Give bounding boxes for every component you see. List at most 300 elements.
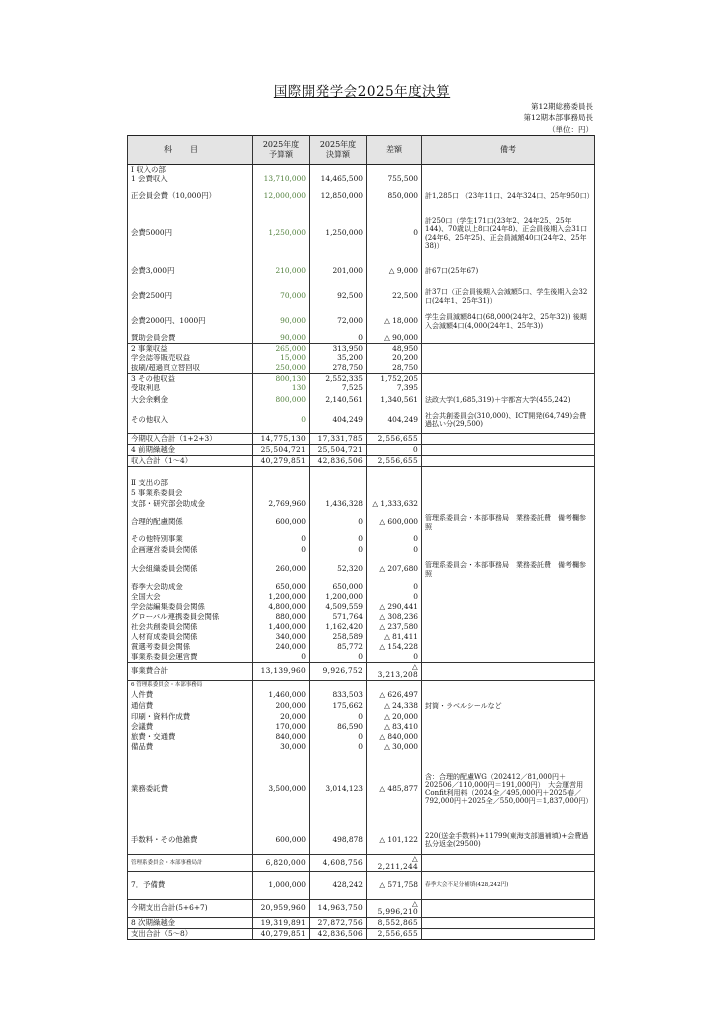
row-diff: △ 840,000 <box>367 732 422 742</box>
header-diff: 差額 <box>367 136 422 165</box>
table-row <box>128 284 595 310</box>
row-item-name: 2 事業収益 <box>128 344 253 354</box>
row-diff: 0 <box>367 445 422 456</box>
row-actual: 2,552,335 <box>310 374 367 384</box>
row-diff: △ 18,000 <box>367 310 422 334</box>
row-budget: 19,319,891 <box>253 917 310 928</box>
row-notes <box>422 712 595 722</box>
row-diff <box>367 165 422 175</box>
row-budget: 90,000 <box>253 310 310 334</box>
row-item-name: 管理系委員会・本部事務局計 <box>128 854 253 872</box>
row-actual: 42,836,506 <box>310 928 367 939</box>
table-row <box>128 394 595 408</box>
row-notes <box>422 456 595 467</box>
row-diff <box>367 489 422 499</box>
table-row <box>128 479 595 489</box>
row-actual: 9,926,752 <box>310 663 367 681</box>
row-diff: 0 <box>367 209 422 259</box>
row-notes <box>422 722 595 732</box>
row-item-name: 事業費合計 <box>128 663 253 681</box>
row-item-name: 業務委託費 <box>128 752 253 826</box>
row-actual: 12,850,000 <box>310 185 367 209</box>
table-row <box>128 663 595 681</box>
row-notes <box>422 742 595 752</box>
row-notes <box>422 479 595 489</box>
row-actual: 0 <box>310 732 367 742</box>
table-row <box>128 752 595 826</box>
header-budget-line1: 2025年度 <box>262 140 300 150</box>
row-item-name: 1 会費収入 <box>128 175 253 185</box>
row-diff: 850,000 <box>367 185 422 209</box>
table-row <box>128 826 595 854</box>
table-row <box>128 732 595 742</box>
row-item-name: 会議費 <box>128 722 253 732</box>
row-actual: 27,872,756 <box>310 917 367 928</box>
row-actual: 42,836,506 <box>310 456 367 467</box>
row-budget: 1,460,000 <box>253 690 310 700</box>
row-diff: 2,556,655 <box>367 928 422 939</box>
table-row <box>128 408 595 434</box>
row-item-name: 会費2500円 <box>128 284 253 310</box>
row-budget: 1,250,000 <box>253 209 310 259</box>
row-diff: △ 2,211,244 <box>367 854 422 872</box>
table-row <box>128 690 595 700</box>
table-row <box>128 456 595 467</box>
table-row <box>128 917 595 928</box>
row-notes <box>422 384 595 394</box>
row-diff: 404,249 <box>367 408 422 434</box>
row-notes <box>422 643 595 653</box>
row-notes: 法政大学(1,685,319)＋宇都宮大学(455,242) <box>422 394 595 408</box>
row-actual: 0 <box>310 334 367 344</box>
row-item-name: 5 事業系委員会 <box>128 489 253 499</box>
row-notes <box>422 732 595 742</box>
row-notes <box>422 623 595 633</box>
table-body <box>128 165 595 940</box>
table-row <box>128 185 595 209</box>
row-item-name: 8 次期繰越金 <box>128 917 253 928</box>
row-actual: 571,764 <box>310 613 367 623</box>
row-budget <box>253 165 310 175</box>
row-budget: 0 <box>253 535 310 545</box>
row-actual: 72,000 <box>310 310 367 334</box>
row-notes: 管理系委員会・本部事務局 業務委託費 備考欄参照 <box>422 557 595 583</box>
table-row <box>128 613 595 623</box>
row-notes <box>422 690 595 700</box>
row-actual <box>310 467 367 479</box>
row-actual: 4,608,756 <box>310 854 367 872</box>
row-item-name: 春季大会助成金 <box>128 583 253 593</box>
row-diff: 0 <box>367 593 422 603</box>
row-actual: 35,200 <box>310 354 367 364</box>
row-budget: 14,775,130 <box>253 434 310 445</box>
row-budget: 840,000 <box>253 732 310 742</box>
row-diff: 48,950 <box>367 344 422 354</box>
row-notes <box>422 653 595 663</box>
table-row <box>128 623 595 633</box>
row-notes: 計37口（正会員後期入会減額5口、学生後期入会32口(24年1、25年31)） <box>422 284 595 310</box>
row-item-name: 通信費 <box>128 700 253 712</box>
row-budget: 40,279,851 <box>253 456 310 467</box>
row-notes <box>422 535 595 545</box>
row-notes <box>422 364 595 374</box>
row-diff: △ 24,338 <box>367 700 422 712</box>
row-diff: 0 <box>367 583 422 593</box>
row-item-name: 学会誌等販売収益 <box>128 354 253 364</box>
row-budget <box>253 479 310 489</box>
table-row <box>128 643 595 653</box>
table-row <box>128 445 595 456</box>
row-actual <box>310 479 367 489</box>
row-diff: △ 485,877 <box>367 752 422 826</box>
row-item-name: 支出合計（5〜8） <box>128 928 253 939</box>
row-actual: 92,500 <box>310 284 367 310</box>
row-notes: 計67口(25年67) <box>422 259 595 284</box>
row-actual: 175,662 <box>310 700 367 712</box>
row-diff: △ 5,996,210 <box>367 900 422 918</box>
table-row <box>128 344 595 354</box>
row-actual: 86,590 <box>310 722 367 732</box>
document-title <box>0 80 724 100</box>
row-item-name: 支部・研究部会助成金 <box>128 499 253 511</box>
row-item-name: 学会誌編集委員会関係 <box>128 603 253 613</box>
row-notes <box>422 374 595 384</box>
row-diff: 22,500 <box>367 284 422 310</box>
row-diff: △ 81,411 <box>367 633 422 643</box>
row-item-name: 賛助会員会費 <box>128 334 253 344</box>
row-item-name: 企画運営委員会関係 <box>128 545 253 557</box>
row-item-name: 会費5000円 <box>128 209 253 259</box>
row-budget: 13,710,000 <box>253 175 310 185</box>
row-notes <box>422 854 595 872</box>
row-budget: 600,000 <box>253 511 310 535</box>
row-budget: 40,279,851 <box>253 928 310 939</box>
row-actual: 833,503 <box>310 690 367 700</box>
row-actual: 1,162,420 <box>310 623 367 633</box>
row-diff: 8,552,865 <box>367 917 422 928</box>
row-item-name: 抜刷/超過頁立替回収 <box>128 364 253 374</box>
row-actual: 650,000 <box>310 583 367 593</box>
row-item-name: 会費3,000円 <box>128 259 253 284</box>
row-notes: 管理系委員会・本部事務局 業務委託費 備考欄参照 <box>422 511 595 535</box>
budget-table <box>127 135 595 940</box>
row-budget: 1,000,000 <box>253 872 310 900</box>
row-diff: 755,500 <box>367 175 422 185</box>
row-actual: 14,963,750 <box>310 900 367 918</box>
row-notes: 封筒・ラベルシールなど <box>422 700 595 712</box>
row-diff: △ 101,122 <box>367 826 422 854</box>
table-row <box>128 354 595 364</box>
row-item-name: 3 その他収益 <box>128 374 253 384</box>
table-row <box>128 259 595 284</box>
row-budget: 600,000 <box>253 826 310 854</box>
row-budget: 12,000,000 <box>253 185 310 209</box>
row-diff: 0 <box>367 535 422 545</box>
table-row <box>128 489 595 499</box>
row-budget: 90,000 <box>253 334 310 344</box>
row-notes <box>422 489 595 499</box>
signatory-secretariat: 第12期本部事務局長 <box>523 113 593 122</box>
row-notes <box>422 583 595 593</box>
row-diff: △ 30,000 <box>367 742 422 752</box>
header-actual-line2: 決算額 <box>326 150 350 159</box>
row-item-name: Ⅰ 収入の部 <box>128 165 253 175</box>
row-notes <box>422 680 595 690</box>
row-notes <box>422 344 595 354</box>
row-budget: 265,000 <box>253 344 310 354</box>
row-actual: 0 <box>310 511 367 535</box>
row-notes <box>422 917 595 928</box>
row-diff: △ 9,000 <box>367 259 422 284</box>
row-diff: 2,556,655 <box>367 434 422 445</box>
row-diff: 1,752,205 <box>367 374 422 384</box>
row-budget: 13,139,960 <box>253 663 310 681</box>
table-row <box>128 334 595 344</box>
row-budget: 4,800,000 <box>253 603 310 613</box>
row-actual: 0 <box>310 742 367 752</box>
row-actual: 1,250,000 <box>310 209 367 259</box>
row-item-name: 今期支出合計(5+6+7) <box>128 900 253 918</box>
row-budget: 800,130 <box>253 374 310 384</box>
row-notes <box>422 175 595 185</box>
row-diff: 0 <box>367 545 422 557</box>
row-budget: 30,000 <box>253 742 310 752</box>
row-diff <box>367 479 422 489</box>
row-actual: 1,436,328 <box>310 499 367 511</box>
row-item-name: 大会組織委員会関係 <box>128 557 253 583</box>
row-item-name: 今期収入合計（1+2+3） <box>128 434 253 445</box>
row-actual: 0 <box>310 712 367 722</box>
row-diff: 0 <box>367 653 422 663</box>
row-diff: △ 154,228 <box>367 643 422 653</box>
table-row <box>128 712 595 722</box>
row-budget: 260,000 <box>253 557 310 583</box>
row-budget: 240,000 <box>253 643 310 653</box>
row-budget: 20,959,960 <box>253 900 310 918</box>
table-row <box>128 928 595 939</box>
table-row <box>128 700 595 712</box>
row-actual: 17,331,785 <box>310 434 367 445</box>
row-item-name: 全国大会 <box>128 593 253 603</box>
row-actual: 2,140,561 <box>310 394 367 408</box>
row-item-name: 旅費・交通費 <box>128 732 253 742</box>
row-notes: 220(送金手数料)+11799(東海支部過補填)+会費過払分返金(29500) <box>422 826 595 854</box>
row-actual: 404,249 <box>310 408 367 434</box>
row-actual: 3,014,123 <box>310 752 367 826</box>
table-row <box>128 434 595 445</box>
row-budget: 170,000 <box>253 722 310 732</box>
table-row <box>128 742 595 752</box>
table-row <box>128 175 595 185</box>
table-row <box>128 900 595 918</box>
row-item-name: 印刷・資料作成費 <box>128 712 253 722</box>
row-notes: 計250口（学生171口(23年2、24年25、25年144)、70歳以上8口(24年8)、正会員後期入会31口(24年6、25年25)、正会員減額40口(24年2、25年38)） <box>422 209 595 259</box>
table-row <box>128 680 595 690</box>
row-actual <box>310 165 367 175</box>
table-row <box>128 374 595 384</box>
row-diff: △ 571,758 <box>367 872 422 900</box>
row-actual <box>310 680 367 690</box>
row-budget: 1,400,000 <box>253 623 310 633</box>
row-notes: 含：合理的配慮WG（202412／81,000円＋202506／110,000円＝191,000円） 大会運営用Confit利用料（2024全／495,000円＋2025春／792,000円＋2025全／550,000円＝1,837,000円） <box>422 752 595 826</box>
row-actual: 25,504,721 <box>310 445 367 456</box>
row-notes: 学生会員減額84口(68,000(24年2、25年32)) 後期入会減額4口(4,000(24年1、25年3)) <box>422 310 595 334</box>
row-item-name: 4 前期繰越金 <box>128 445 253 456</box>
row-actual: 4,509,559 <box>310 603 367 613</box>
row-actual: 1,200,000 <box>310 593 367 603</box>
row-actual: 7,525 <box>310 384 367 394</box>
table-row <box>128 593 595 603</box>
row-actual: 258,589 <box>310 633 367 643</box>
table-row <box>128 872 595 900</box>
row-notes <box>422 663 595 681</box>
row-diff: 1,340,561 <box>367 394 422 408</box>
row-notes <box>422 613 595 623</box>
row-budget: 2,769,960 <box>253 499 310 511</box>
row-actual: 313,950 <box>310 344 367 354</box>
row-item-name: 合理的配慮関係 <box>128 511 253 535</box>
table-row <box>128 653 595 663</box>
table-row <box>128 364 595 374</box>
signatory-general-affairs: 第12期総務委員長 <box>530 102 593 111</box>
header-budget <box>253 136 310 165</box>
document-title-text: 国際開発学会2025年度決算 <box>273 84 451 100</box>
row-diff <box>367 467 422 479</box>
row-budget: 880,000 <box>253 613 310 623</box>
row-notes <box>422 354 595 364</box>
header-actual <box>310 136 367 165</box>
row-notes: 春季大会不足分補填(428,242円) <box>422 872 595 900</box>
table-row <box>128 603 595 613</box>
row-budget: 15,000 <box>253 354 310 364</box>
row-budget: 250,000 <box>253 364 310 374</box>
row-budget: 650,000 <box>253 583 310 593</box>
row-diff: 7,395 <box>367 384 422 394</box>
row-item-name: 備品費 <box>128 742 253 752</box>
row-item-name: 社会共創委員会関係 <box>128 623 253 633</box>
row-item-name: その他特別事業 <box>128 535 253 545</box>
header-notes: 備考 <box>422 136 595 165</box>
row-budget: 210,000 <box>253 259 310 284</box>
table-row <box>128 209 595 259</box>
row-actual: 278,750 <box>310 364 367 374</box>
table-row <box>128 633 595 643</box>
row-actual: 428,242 <box>310 872 367 900</box>
row-budget: 20,000 <box>253 712 310 722</box>
row-notes <box>422 900 595 918</box>
unit-label: （単位：円） <box>548 125 593 134</box>
row-diff: △ 90,000 <box>367 334 422 344</box>
row-actual: 201,000 <box>310 259 367 284</box>
row-item-name: 事業系委員会運営費 <box>128 653 253 663</box>
row-diff: 2,556,655 <box>367 456 422 467</box>
table-row <box>128 535 595 545</box>
row-diff: △ 308,236 <box>367 613 422 623</box>
row-budget: 3,500,000 <box>253 752 310 826</box>
row-notes: 計1,285口 （23年11口、24年324口、25年950口） <box>422 185 595 209</box>
row-diff: △ 600,000 <box>367 511 422 535</box>
row-item-name: 人材育成委員会関係 <box>128 633 253 643</box>
row-diff: △ 207,680 <box>367 557 422 583</box>
row-diff: △ 20,000 <box>367 712 422 722</box>
header-row <box>128 136 595 165</box>
table-row <box>128 854 595 872</box>
row-diff: △ 290,441 <box>367 603 422 613</box>
row-notes <box>422 434 595 445</box>
table-row <box>128 384 595 394</box>
row-actual: 52,320 <box>310 557 367 583</box>
row-budget: 0 <box>253 653 310 663</box>
header-actual-line1: 2025年度 <box>319 140 357 150</box>
row-budget: 6,820,000 <box>253 854 310 872</box>
table-row <box>128 310 595 334</box>
row-item-name: その他収入 <box>128 408 253 434</box>
row-diff: 20,200 <box>367 354 422 364</box>
table-row <box>128 511 595 535</box>
row-actual: 85,772 <box>310 643 367 653</box>
row-budget: 0 <box>253 545 310 557</box>
row-budget <box>253 680 310 690</box>
row-diff: △ 3,213,208 <box>367 663 422 681</box>
row-item-name: 手数料・その他雑費 <box>128 826 253 854</box>
header-item: 科目 <box>128 136 253 165</box>
row-diff: △ 237,580 <box>367 623 422 633</box>
row-diff <box>367 680 422 690</box>
row-budget <box>253 489 310 499</box>
row-actual: 0 <box>310 653 367 663</box>
row-item-name: 人件費 <box>128 690 253 700</box>
row-actual <box>310 489 367 499</box>
row-actual: 0 <box>310 545 367 557</box>
row-notes <box>422 593 595 603</box>
table-row <box>128 583 595 593</box>
row-notes <box>422 165 595 175</box>
row-item-name: 収入合計（1〜4） <box>128 456 253 467</box>
row-actual: 0 <box>310 535 367 545</box>
row-budget: 1,200,000 <box>253 593 310 603</box>
table-row <box>128 467 595 479</box>
row-item-name: 賞選考委員会関係 <box>128 643 253 653</box>
row-notes <box>422 633 595 643</box>
row-item-name: 正会員会費（10,000円） <box>128 185 253 209</box>
row-notes <box>422 499 595 511</box>
row-budget: 0 <box>253 408 310 434</box>
row-notes <box>422 334 595 344</box>
row-actual: 498,878 <box>310 826 367 854</box>
row-diff: 28,750 <box>367 364 422 374</box>
row-item-name: 大会余剰金 <box>128 394 253 408</box>
table-row <box>128 499 595 511</box>
row-item-name: グローバル連携委員会関係 <box>128 613 253 623</box>
row-item-name: Ⅱ 支出の部 <box>128 479 253 489</box>
row-budget: 70,000 <box>253 284 310 310</box>
row-notes <box>422 545 595 557</box>
row-budget <box>253 467 310 479</box>
row-item-name: 7．予備費 <box>128 872 253 900</box>
row-notes <box>422 445 595 456</box>
row-budget: 800,000 <box>253 394 310 408</box>
row-item-name: 会費2000円、1000円 <box>128 310 253 334</box>
row-notes <box>422 467 595 479</box>
row-notes <box>422 928 595 939</box>
row-actual: 14,465,500 <box>310 175 367 185</box>
header-budget-line2: 予算額 <box>269 150 293 159</box>
table-row <box>128 165 595 175</box>
table-row <box>128 545 595 557</box>
row-diff: △ 626,497 <box>367 690 422 700</box>
table-row <box>128 557 595 583</box>
row-budget: 340,000 <box>253 633 310 643</box>
